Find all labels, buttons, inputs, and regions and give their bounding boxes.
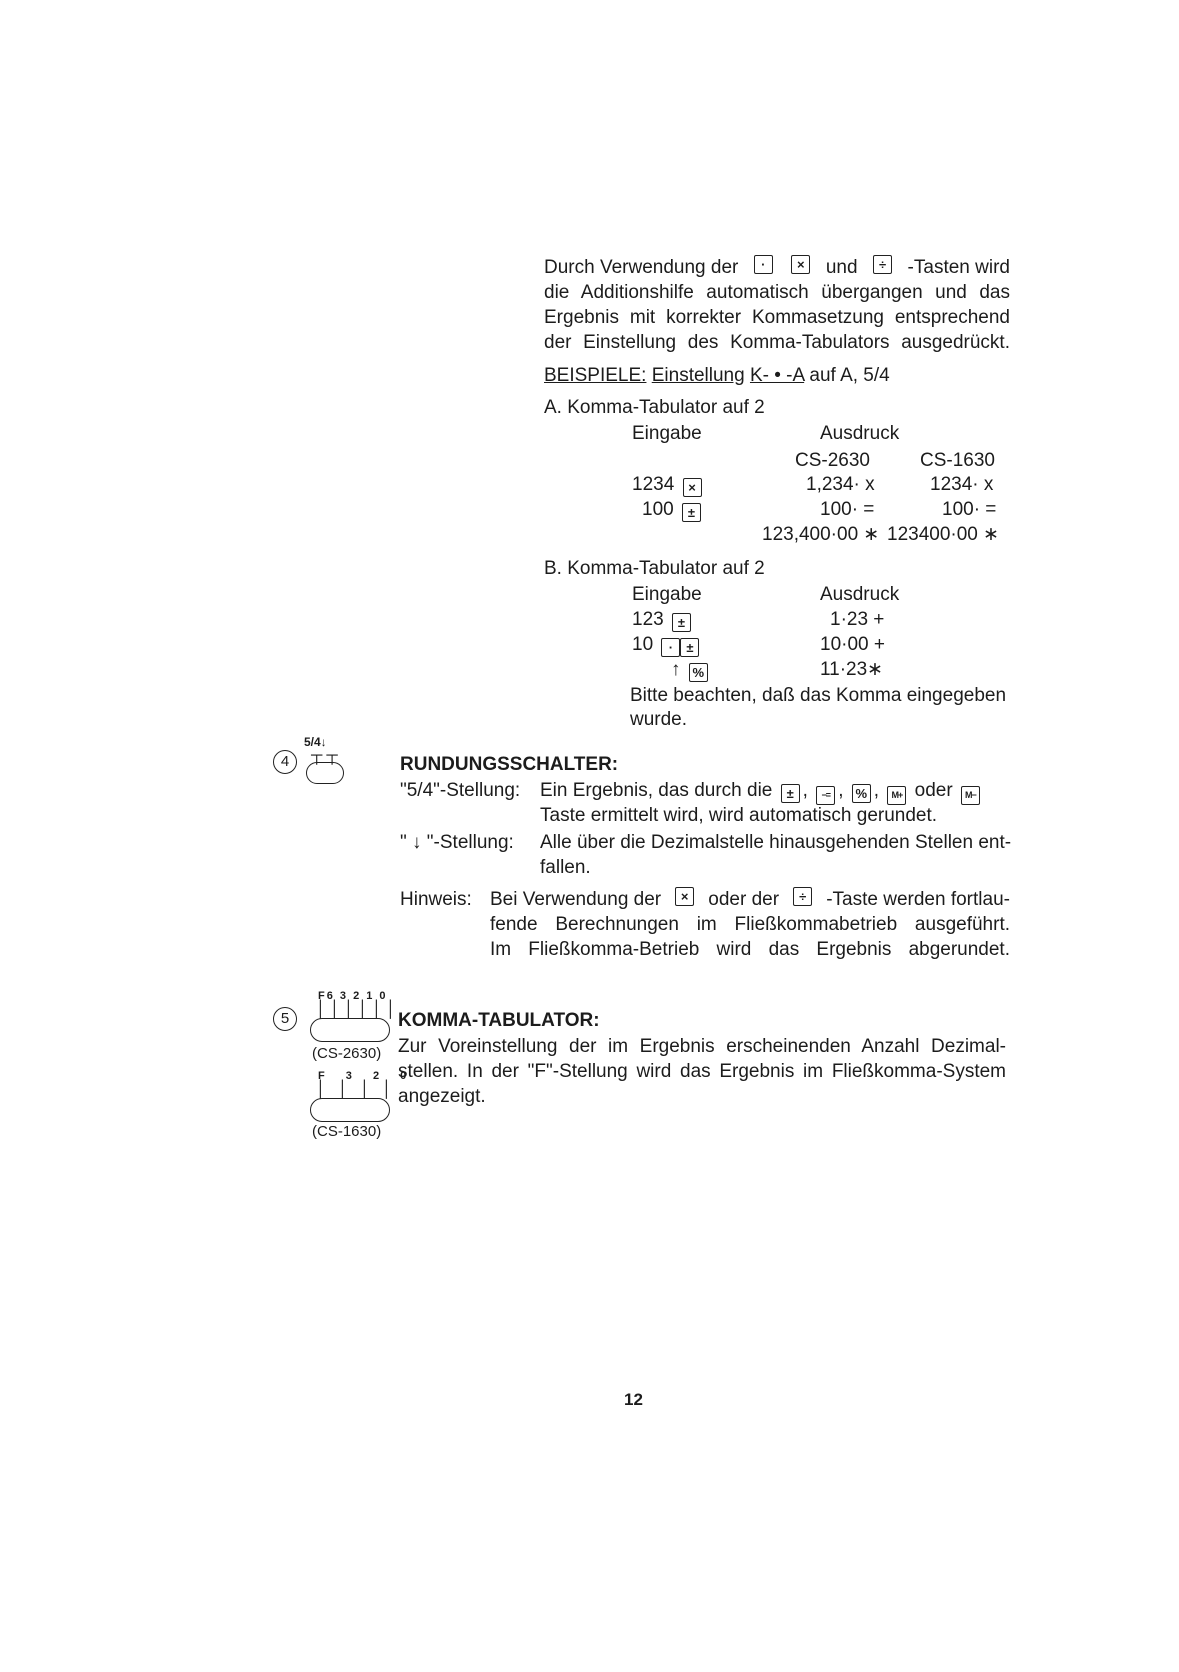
example-a-col-output: Ausdruck <box>820 423 900 444</box>
example-b-note-1: Bitte beachten, daß das Komma eingegeben <box>630 685 1007 706</box>
section-5-line-3: angezeigt. <box>398 1086 486 1107</box>
example-a-row-3-out1: 123,400·00 ∗ <box>762 524 880 545</box>
example-b-row-2-input <box>632 632 702 658</box>
example-a-row-1-value: 1234 <box>632 474 675 495</box>
section-4-hint-line-3: Im Fließkomma-Betrieb wird das Ergebnis abgerundet. <box>490 939 1010 960</box>
example-b-col-input: Eingabe <box>632 584 702 605</box>
section-4-pos2-line-1: Alle über die Dezimalstelle hinausgehenden Stellen ent- <box>540 832 1012 853</box>
decimal-switch-2630-icon <box>310 1018 390 1042</box>
example-b-col-output: Ausdruck <box>820 584 900 605</box>
example-b-row-2-value: 10 <box>632 634 654 655</box>
example-a-model-2: CS-1630 <box>920 450 995 471</box>
example-a-heading: A. Komma-Tabulator auf 2 <box>544 397 765 418</box>
intro-line-3: Ergebnis mit korrekter Kommasetzung entsprechend <box>544 307 1010 328</box>
minus-equals-key-icon: −= <box>816 786 835 805</box>
intro-text-b: und <box>825 257 858 278</box>
plus-minus-key-icon: ± <box>781 784 800 803</box>
example-b-note-2: wurde. <box>630 709 688 730</box>
decimal-switch-1630-icon <box>310 1098 390 1122</box>
section-4-hint-line-1 <box>490 887 1010 913</box>
example-a-row-2-value: 100 <box>642 499 674 520</box>
example-b-heading: B. Komma-Tabulator auf 2 <box>544 558 765 579</box>
model-label-cs1630: (CS-1630) <box>312 1123 382 1140</box>
section-4-number: 4 <box>273 750 297 774</box>
decimal-scale-2630-ticks: ││││││ <box>316 1001 400 1018</box>
section-4-hint-text-c: -Taste werden fortlau- <box>826 889 1010 910</box>
plus-minus-key-icon: ± <box>672 613 691 632</box>
example-a-row-1-input <box>632 472 705 498</box>
decimal-scale-2630: F6 3 2 1 0 <box>318 990 388 1002</box>
multiply-key-icon: × <box>675 887 694 906</box>
section-4-pos1-line-1: Ein Ergebnis, das durch die ± , −= , % , M+ oder M− <box>540 778 983 805</box>
memory-minus-key-icon: M− <box>961 786 980 805</box>
section-4-pos1-label: "5/4"-Stellung: <box>400 780 521 801</box>
divide-key-icon: ÷ <box>793 887 812 906</box>
intro-line-1 <box>544 255 1010 281</box>
example-a-row-1-out1: 1,234· x <box>806 474 875 495</box>
rounding-switch-ticks: ┬┬ <box>311 747 342 764</box>
intro-line-4: der Einstellung des Komma-Tabulators ausgedrückt. <box>544 332 1010 353</box>
example-a-row-2-input <box>642 497 704 523</box>
section-4-pos1-text-a: Ein Ergebnis, das durch die <box>540 780 773 801</box>
memory-plus-key-icon: M+ <box>887 786 906 805</box>
section-4-pos2-line-2: fallen. <box>540 857 591 878</box>
section-4-pos1-or: oder <box>914 780 953 801</box>
plus-minus-key-icon: ± <box>680 638 699 657</box>
section-5-number: 5 <box>273 1007 297 1031</box>
decimal-scale-1630-ticks: ││││ <box>316 1081 404 1098</box>
example-a-row-3-out2: 123400·00 ∗ <box>887 524 1000 545</box>
example-b-row-1-out: 1·23 + <box>830 609 885 630</box>
intro-text-a: Durch Verwendung der <box>544 257 739 278</box>
intro-line-2: die Additionshilfe automatisch übergangen und das <box>544 282 1010 303</box>
example-b-row-3-input <box>671 657 711 683</box>
section-4-hint-line-2: fende Berechnungen im Fließkommabetrieb ausgeführt. <box>490 914 1010 935</box>
examples-setting-a: Einstellung <box>651 365 745 386</box>
section-4-title: RUNDUNGSSCHALTER: <box>400 754 619 775</box>
section-4-pos2-label: " ↓ "-Stellung: <box>400 832 514 853</box>
examples-header <box>544 363 890 389</box>
section-5-line-2: stellen. In der "F"-Stellung wird das Ergebnis im Fließkomma-System <box>398 1061 1006 1082</box>
model-label-cs2630: (CS-2630) <box>312 1045 382 1062</box>
section-4-hint-label: Hinweis: <box>400 889 472 910</box>
decimal-scale-1630: F 3 2 0 <box>318 1070 416 1082</box>
rounding-switch-label: 5/4↓ <box>304 735 327 749</box>
multiply-key-icon: × <box>683 478 702 497</box>
multiply-key-icon: × <box>791 255 810 274</box>
rounding-switch-icon <box>306 762 344 784</box>
dot-key-icon: · <box>661 638 680 657</box>
dot-key-icon: · <box>754 255 773 274</box>
example-a-model-1: CS-2630 <box>795 450 870 471</box>
section-4-pos1-line-2: Taste ermittelt wird, wird automatisch gerundet. <box>540 805 938 826</box>
example-b-row-1-value: 123 <box>632 609 664 630</box>
examples-setting-c: auf A, 5/4 <box>809 365 890 386</box>
example-b-row-1-input <box>632 607 694 633</box>
example-a-row-2-out1: 100· = <box>820 499 875 520</box>
section-4-hint-text-b: oder der <box>708 889 780 910</box>
example-b-row-2-out: 10·00 + <box>820 634 885 655</box>
section-5-title: KOMMA-TABULATOR: <box>398 1010 600 1031</box>
example-a-col-input: Eingabe <box>632 423 702 444</box>
examples-title: BEISPIELE: <box>544 365 647 386</box>
section-4-hint-text-a: Bei Verwendung der <box>490 889 662 910</box>
divide-key-icon: ÷ <box>873 255 892 274</box>
example-a-row-1-out2: 1234· x <box>930 474 994 495</box>
examples-setting-b: K- • -A <box>749 365 805 386</box>
page-number: 12 <box>624 1390 643 1409</box>
example-b-row-3-out: 11·23∗ <box>820 659 884 680</box>
plus-minus-key-icon: ± <box>682 503 701 522</box>
percent-key-icon: % <box>689 663 708 682</box>
intro-text-c: -Tasten wird <box>907 257 1010 278</box>
section-5-line-1: Zur Voreinstellung der im Ergebnis erscheinenden Anzahl Dezimal- <box>398 1036 1006 1057</box>
percent-key-icon: % <box>852 784 871 803</box>
up-arrow-icon: ↑ <box>671 659 681 680</box>
example-a-row-2-out2: 100· = <box>942 499 997 520</box>
